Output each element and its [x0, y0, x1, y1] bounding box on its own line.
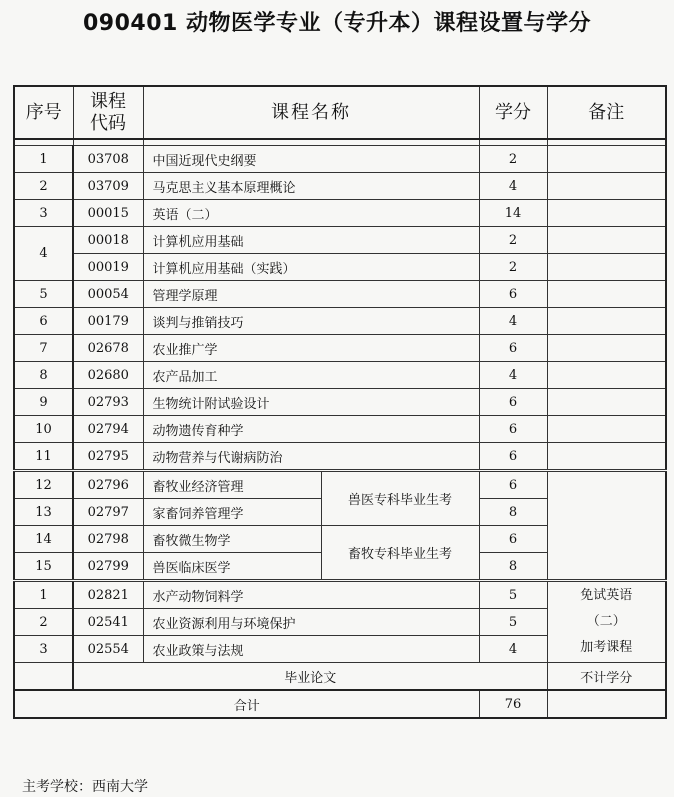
thesis-label: 毕业论文: [73, 663, 547, 691]
extra-course-note: 免试英语 （二） 加考课程: [547, 581, 666, 663]
table-row: 1 03708 中国近现代史纲要 2: [14, 146, 666, 173]
table-header-row: [14, 86, 666, 139]
table-row: 2 02541 农业资源利用与环境保护 5: [14, 609, 666, 636]
table-row: 00019 计算机应用基础（实践） 2: [14, 254, 666, 281]
table-row: 3 00015 英语（二） 14: [14, 200, 666, 227]
table-row: 3 02554 农业政策与法规 4: [14, 636, 666, 663]
page-title: 090401 动物医学专业（专升本）课程设置与学分: [82, 11, 591, 36]
table-row: 1 02821 水产动物饲料学 5 免试英语 （二） 加考课程: [14, 581, 666, 609]
table-row: 10 02794 动物遗传育种学 6: [14, 416, 666, 443]
table-row: 8 02680 农产品加工 4: [14, 362, 666, 389]
table-row: 6 00179 谈判与推销技巧 4: [14, 308, 666, 335]
table-row: 5 00054 管理学原理 6: [14, 281, 666, 308]
thesis-row: [14, 663, 666, 691]
header-note: 备注: [547, 86, 666, 139]
table-row: 7 02678 农业推广学 6: [14, 335, 666, 362]
group-note-vet: 兽医专科毕业生考: [321, 471, 479, 526]
table-row: 9 02793 生物统计附试验设计 6: [14, 389, 666, 416]
footer-school: 主考学校：西南大学: [22, 779, 148, 795]
thesis-credit: 不计学分: [547, 663, 666, 691]
table-row: 15 02799 兽医临床医学 8: [14, 553, 666, 581]
total-label: 合计: [14, 690, 479, 718]
table-row: 4 00018 计算机应用基础 2: [14, 227, 666, 254]
table-row: 14 02798 畜牧微生物学 畜牧专科毕业生考 6: [14, 526, 666, 553]
table-row: 13 02797 家畜饲养管理学 8: [14, 499, 666, 526]
course-table: [13, 85, 667, 719]
header-seq: 序号: [14, 86, 73, 139]
table-row: 11 02795 动物营养与代谢病防治 6: [14, 443, 666, 471]
total-row: [14, 690, 666, 718]
header-code: 课程 代码: [73, 86, 143, 139]
table-row: 2 03709 马克思主义基本原理概论 4: [14, 173, 666, 200]
header-name: 课程名称: [143, 86, 479, 139]
total-credit: 76: [479, 690, 547, 718]
header-credit: 学分: [479, 86, 547, 139]
table-row: 12 02796 畜牧业经济管理 兽医专科毕业生考 6: [14, 471, 666, 499]
group-note-husbandry: 畜牧专科毕业生考: [321, 526, 479, 581]
